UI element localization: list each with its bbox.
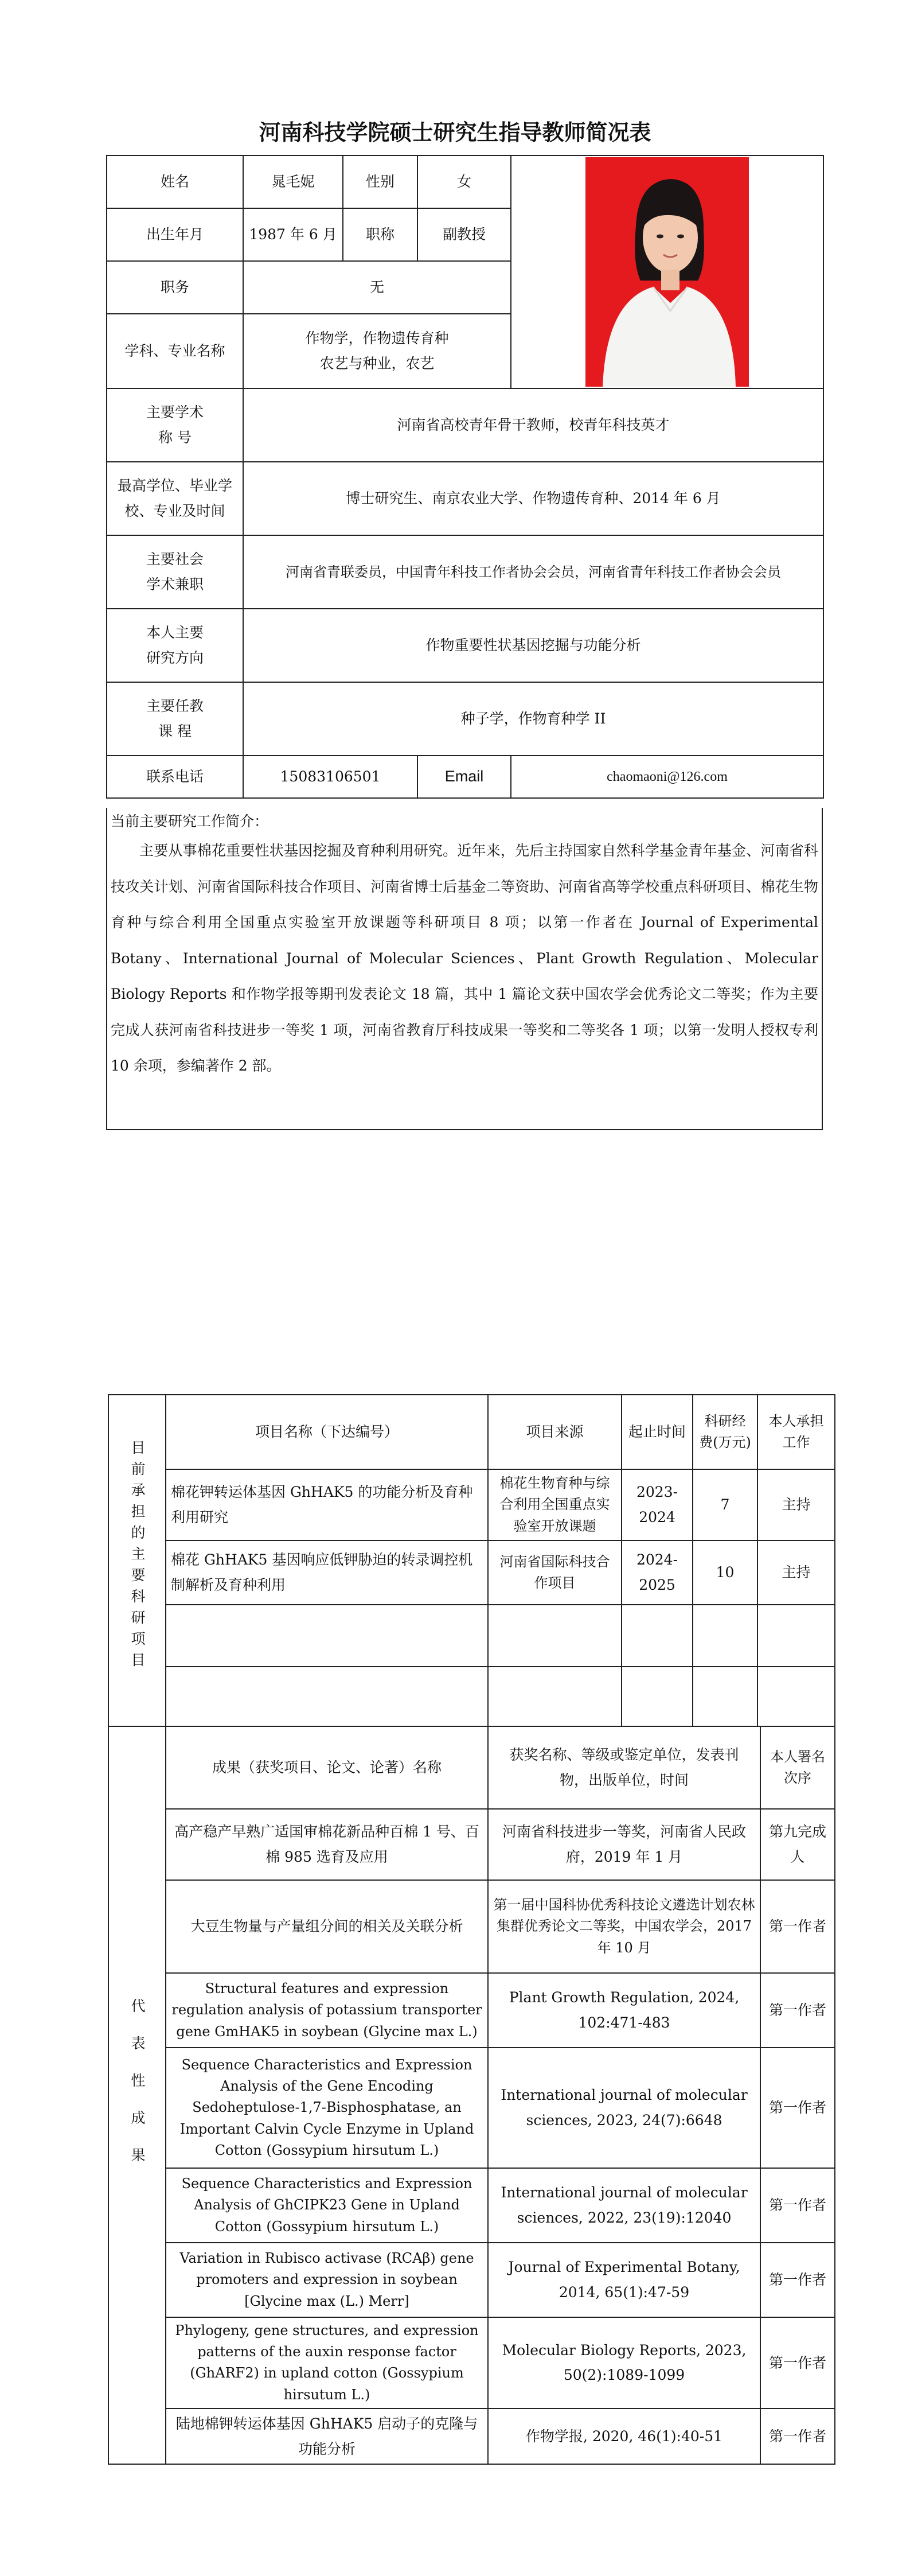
- course-label-line-2: 课 程: [158, 723, 192, 740]
- achievement-venue: International journal of molecular sciences, 2023, 24(7):6648: [488, 2048, 760, 2168]
- birth-value: 1987 年 6 月: [243, 208, 343, 261]
- degree-label: [107, 462, 243, 535]
- project-role: [757, 1605, 835, 1667]
- projects-table: [108, 1394, 835, 1727]
- rank-value: 副教授: [417, 208, 511, 261]
- rank-label: 职称: [343, 208, 417, 261]
- honor-label-line-2: 称 号: [158, 429, 192, 446]
- achievement-venue: 作物学报, 2020, 46(1):40-51: [488, 2408, 760, 2465]
- project-source: [488, 1605, 622, 1667]
- project-funding: 7: [693, 1469, 757, 1540]
- achievement-venue: Plant Growth Regulation, 2024, 102:471-483: [488, 1973, 760, 2048]
- achievement-name: Sequence Characteristics and Expression Analysis of GhCIPK23 Gene in Upland Cotton (Gossypium hirsutum L.): [166, 2168, 488, 2243]
- achievement-name: Phylogeny, gene structures, and expression patterns of the auxin response factor (GhARF2) in upland cotton (Gossypium hirsutum L.): [166, 2317, 488, 2408]
- achievement-venue: 河南省科技进步一等奖，河南省人民政府，2019 年 1 月: [488, 1809, 760, 1880]
- discipline-value: [243, 314, 511, 388]
- achievement-order: 第一作者: [760, 2048, 835, 2168]
- projects-header-role: 本人承担工作: [757, 1395, 835, 1469]
- achievement-name: 高产稳产早熟广适国审棉花新品种百棉 1 号、百棉 985 选育及应用: [166, 1809, 488, 1880]
- achievement-venue: Journal of Experimental Botany, 2014, 65(1):47-59: [488, 2243, 760, 2317]
- post-value: 无: [243, 261, 511, 314]
- intro-body: 主要从事棉花重要性状基因挖掘及育种利用研究。近年来，先后主持国家自然科学基金青年基金、河南省科技攻关计划、河南省国际科技合作项目、河南省博士后基金二等资助、河南省高等学校重点科研项目、棉花生物育种与综合利用全国重点实验室开放课题等科研项目 8 项；以第一作者在 Journal of Experimental Botany、International Journal of Molecular Sciences、Plant Growth Regulation、Molecular Biology Reports 和作物学报等期刊发表论文 18 篇，其中 1 篇论文获中国农学会优秀论文二等奖；作为主要完成人获河南省科技进步一等奖 1 项，河南省教育厅科技成果一等奖和二等奖各 1 项；以第一发明人授权专利 10 余项，参编著作 2 部。: [111, 842, 818, 1074]
- phone-number: 15083106501: [280, 768, 381, 785]
- project-name: 棉花钾转运体基因 GhHAK5 的功能分析及育种利用研究: [166, 1469, 488, 1540]
- name-label: 姓名: [107, 155, 243, 208]
- discipline-line-1: 作物学，作物遗传育种: [305, 330, 449, 347]
- email-value: chaomaoni@126.com: [511, 756, 823, 798]
- page-title: 河南科技学院硕士研究生指导教师简况表: [259, 120, 651, 145]
- project-name: [166, 1667, 488, 1726]
- achievement-name: 大豆生物量与产量组分间的相关及关联分析: [166, 1880, 488, 1973]
- email-label: Email: [417, 756, 511, 798]
- honor-label: [107, 388, 243, 462]
- achievement-name: Structural features and expression regulation analysis of potassium transporter gene GmHAK5 in soybean (Glycine max L.): [166, 1973, 488, 2048]
- achievement-order: 第一作者: [760, 2408, 835, 2465]
- achievement-order: 第一作者: [760, 2168, 835, 2243]
- gender-label: 性别: [343, 155, 417, 208]
- projects-header-funding: 科研经费(万元): [693, 1395, 757, 1469]
- social-label: [107, 535, 243, 609]
- achievements-header-order: 本人署名次序: [760, 1726, 835, 1809]
- project-source: 河南省国际科技合作项目: [488, 1540, 622, 1605]
- achievements-header-name: 成果（获奖项目、论文、论著）名称: [166, 1726, 488, 1809]
- achievements-side-label: [108, 1726, 166, 2464]
- name-value: 晁毛妮: [243, 155, 343, 208]
- post-label: 职务: [107, 261, 243, 314]
- achievement-venue: 第一届中国科协优秀科技论文遴选计划农林集群优秀论文二等奖，中国农学会，2017 年 10 月: [488, 1880, 760, 1973]
- degree-label-line-2: 校、专业及时间: [124, 503, 225, 519]
- research-intro: [106, 808, 823, 1130]
- achievements-side-text: 代表性成果: [129, 1998, 146, 2185]
- projects-header-period: 起止时间: [622, 1395, 693, 1469]
- project-role: [757, 1667, 835, 1726]
- phone-value: [243, 756, 417, 798]
- research-label: [107, 609, 243, 682]
- degree-label-line-1: 最高学位、毕业学: [117, 477, 232, 495]
- achievement-venue: Molecular Biology Reports, 2023, 50(2):1089-1099: [488, 2317, 760, 2408]
- phone-label: 联系电话: [107, 756, 243, 798]
- course-label: [107, 682, 243, 756]
- portrait-illustration: [585, 157, 749, 387]
- honor-label-line-1: 主要学术: [146, 404, 204, 421]
- degree-value: 博士研究生、南京农业大学、作物遗传育种、2014 年 6 月: [243, 462, 823, 535]
- social-value: 河南省青联委员，中国青年科技工作者协会会员，河南省青年科技工作者协会会员: [243, 535, 823, 609]
- projects-header-source: 项目来源: [488, 1395, 622, 1469]
- achievement-order: 第一作者: [760, 1880, 835, 1973]
- birth-label: 出生年月: [107, 208, 243, 261]
- achievement-order: 第九完成人: [760, 1809, 835, 1880]
- social-label-line-2: 学术兼职: [146, 576, 204, 593]
- achievement-order: 第一作者: [760, 1973, 835, 2048]
- course-value: 种子学，作物育种学 II: [243, 682, 823, 756]
- achievement-venue: International journal of molecular sciences, 2022, 23(19):12040: [488, 2168, 760, 2243]
- portrait-photo: [585, 157, 749, 387]
- gender-value: 女: [417, 155, 511, 208]
- project-period: 2024-2025: [622, 1540, 693, 1605]
- achievement-name: Variation in Rubisco activase (RCAβ) gene promoters and expression in soybean [Glycine max (L.) Merr]: [166, 2243, 488, 2317]
- project-source: [488, 1667, 622, 1726]
- projects-header-name: 项目名称（下达编号）: [166, 1395, 488, 1469]
- projects-side-text: 目前承担的主要科研项目: [129, 1439, 146, 1674]
- discipline-label: 学科、专业名称: [107, 314, 243, 388]
- achievement-order: 第一作者: [760, 2243, 835, 2317]
- projects-side-label: [108, 1395, 166, 1726]
- achievements-table: [108, 1726, 835, 2465]
- project-period: 2023-2024: [622, 1469, 693, 1540]
- achievements-header-venue: 获奖名称、等级或鉴定单位，发表刊物，出版单位，时间: [488, 1726, 760, 1809]
- course-label-line-1: 主要任教: [146, 698, 204, 715]
- achievement-name: 陆地棉钾转运体基因 GhHAK5 启动子的克隆与功能分析: [166, 2408, 488, 2465]
- project-period: [622, 1667, 693, 1726]
- discipline-line-2: 农艺与种业，农艺: [319, 355, 435, 372]
- research-label-line-2: 研究方向: [146, 649, 204, 666]
- photo-cell: [511, 155, 823, 388]
- project-funding: 10: [693, 1540, 757, 1605]
- project-name: [166, 1605, 488, 1667]
- project-name: 棉花 GhHAK5 基因响应低钾胁迫的转录调控机制解析及育种利用: [166, 1540, 488, 1605]
- research-label-line-1: 本人主要: [146, 624, 204, 641]
- research-value: 作物重要性状基因挖掘与功能分析: [243, 609, 823, 682]
- social-label-line-1: 主要社会: [146, 551, 204, 568]
- project-funding: [693, 1605, 757, 1667]
- achievement-order: 第一作者: [760, 2317, 835, 2408]
- project-role: 主持: [757, 1540, 835, 1605]
- honor-value: 河南省高校青年骨干教师，校青年科技英才: [243, 388, 823, 462]
- project-source: 棉花生物育种与综合利用全国重点实验室开放课题: [488, 1469, 622, 1540]
- project-period: [622, 1605, 693, 1667]
- achievement-name: Sequence Characteristics and Expression Analysis of the Gene Encoding Sedoheptulose-1,7-Bisphosphatase, an Important Calvin Cycle Enzyme in Upland Cotton (Gossypium hirsutum L.): [166, 2048, 488, 2168]
- intro-heading: 当前主要研究工作简介：: [111, 813, 269, 830]
- project-funding: [693, 1667, 757, 1726]
- profile-table: [106, 155, 824, 799]
- project-role: 主持: [757, 1469, 835, 1540]
